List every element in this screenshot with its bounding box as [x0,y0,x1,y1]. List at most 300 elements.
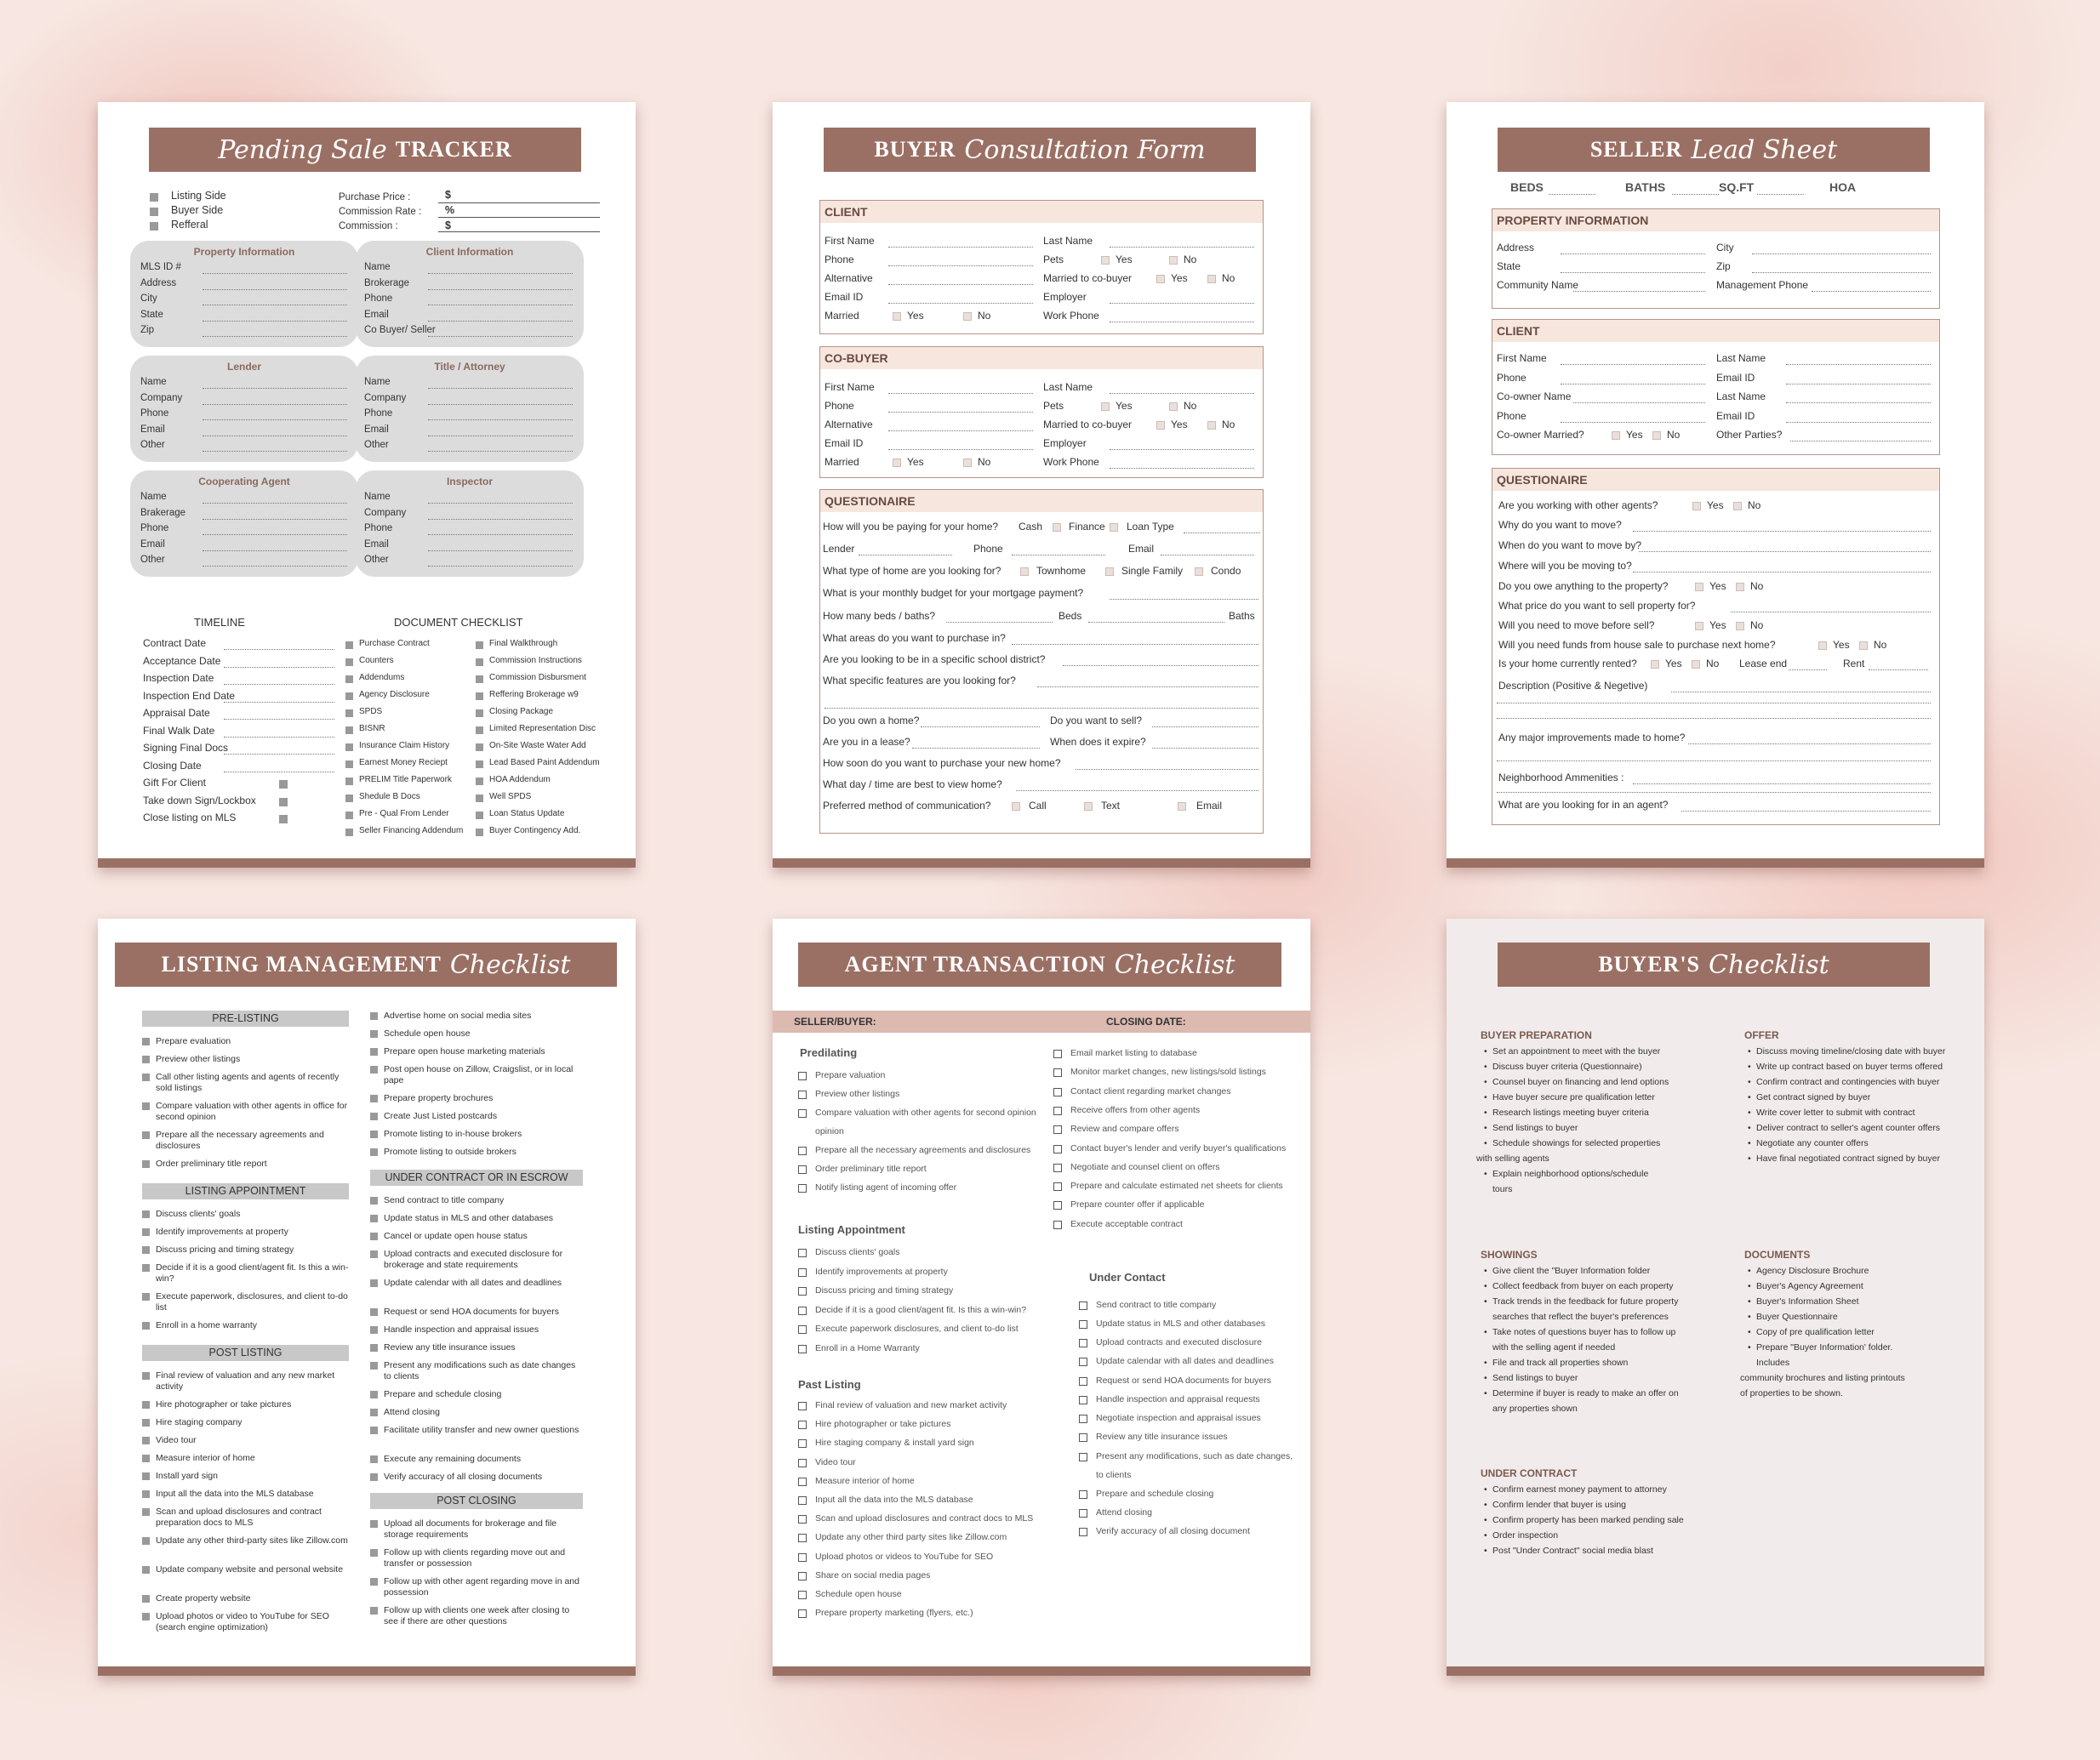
seller-question: Any major improvements made to home? [1498,732,1686,743]
checklist-item: Execute paperwork disclosures, and client to-do list [815,1324,1019,1334]
married-cobuyer-yes-box[interactable] [1156,275,1165,283]
question-label: What day / time are best to view home? [823,778,1002,790]
client-field-line[interactable] [1561,364,1705,365]
cobuyer-section-header: CO-BUYER [820,347,1263,369]
checklist-checkbox[interactable] [1079,1490,1087,1499]
answer-line[interactable] [1152,726,1258,727]
panel-field-line[interactable] [203,519,347,520]
bullet-dot-icon: • [1484,1358,1487,1368]
answer-line[interactable] [1016,790,1258,791]
checklist-checkbox[interactable] [370,1148,378,1156]
panel-field-line[interactable] [428,419,573,420]
buyer-side-checkbox[interactable] [150,208,158,216]
checklist-checkbox[interactable] [142,1490,150,1498]
married-cobuyer-no-box[interactable] [1207,275,1216,283]
checklist-checkbox[interactable] [798,1421,807,1429]
married-no-box[interactable] [963,459,972,467]
checklist-checkbox[interactable] [142,1613,150,1620]
checklist-item: Execute paperwork, disclosures, and client to-do list [156,1291,348,1313]
checklist-checkbox[interactable] [142,1401,150,1409]
panel-field-label: City [140,293,157,304]
answer-line[interactable] [1688,743,1931,744]
checklist-checkbox[interactable] [1053,1182,1062,1191]
checklist-checkbox[interactable] [370,1409,378,1416]
checklist-checkbox[interactable] [798,1268,807,1277]
banner-script: Checklist [1114,949,1235,980]
panel-field-line[interactable] [203,336,347,337]
checklist-checkbox[interactable] [1053,1201,1062,1210]
bullet-dot-icon: • [1484,1388,1487,1398]
field-label: Pets [1043,400,1064,412]
checklist-item: Final review of valuation and new market activity [815,1400,1007,1410]
answer-line[interactable] [1012,644,1258,645]
no-label: No [1222,272,1235,284]
field-label: Married to co-buyer [1043,419,1133,430]
checklist-checkbox[interactable] [142,1437,150,1444]
checklist-checkbox[interactable] [798,1515,807,1524]
doc-checkbox[interactable] [476,777,483,785]
checklist-checkbox[interactable] [370,1455,378,1463]
commission-rate-line[interactable] [438,217,600,218]
checklist-checkbox[interactable] [142,1246,150,1254]
doc-checkbox[interactable] [476,829,483,836]
checklist-checkbox[interactable] [370,1113,378,1120]
checklist-checkbox[interactable] [142,1372,150,1380]
checklist-checkbox[interactable] [1053,1164,1062,1172]
option-checkbox[interactable] [1178,802,1186,811]
doc-checkbox[interactable] [476,709,483,717]
field-label: Phone [825,253,854,265]
doc-checkbox[interactable] [476,760,483,768]
rented-no-box[interactable] [1692,660,1700,669]
checklist-item: Final review of valuation and any new market activity [156,1370,335,1392]
doc-checkbox[interactable] [345,743,353,751]
listing-side-checkbox[interactable] [150,193,158,202]
checklist-checkbox[interactable] [798,1478,807,1486]
checklist-checkbox[interactable] [142,1419,150,1427]
prop-field-line[interactable] [1573,291,1705,292]
checklist-checkbox[interactable] [142,1038,150,1045]
checklist-item: Email market listing to database [1070,1048,1197,1058]
panel-field-line[interactable] [428,519,573,520]
panel-field-line[interactable] [203,534,347,535]
option-checkbox[interactable] [1084,802,1093,811]
bullet-dot-icon: • [1748,1108,1751,1118]
referral-checkbox[interactable] [150,222,158,231]
field-line[interactable] [1110,449,1254,450]
client-field-line[interactable] [1786,422,1931,423]
panel-field-line[interactable] [428,289,573,290]
seller-lead-page [1447,102,1984,868]
purchase-price-line[interactable] [438,202,600,203]
bullet-dot-icon: • [1484,1062,1487,1072]
checklist-checkbox[interactable] [1079,1433,1087,1442]
client-field-line[interactable] [1561,422,1705,423]
client-field-label: Co-owner Name [1497,390,1572,402]
checklist-checkbox[interactable] [370,1279,378,1287]
answer-line[interactable] [825,708,1258,709]
checklist-checkbox[interactable] [1053,1068,1062,1077]
panel-field-label: MLS ID # [140,262,181,272]
checklist-checkbox[interactable] [142,1508,150,1516]
question-label: Do you own a home? [823,715,920,726]
checklist-checkbox[interactable] [1053,1145,1062,1153]
married-cobuyer-no-box[interactable] [1207,421,1216,430]
checklist-checkbox[interactable] [142,1056,150,1063]
panel-field-line[interactable] [203,451,347,452]
checklist-checkbox[interactable] [798,1109,807,1118]
field-line[interactable] [1110,247,1254,248]
doc-checkbox[interactable] [345,726,353,734]
panel-field-line[interactable] [428,388,573,389]
pets-yes-box[interactable] [1101,402,1110,411]
checklist-checkbox[interactable] [142,1472,150,1480]
panel-field-line[interactable] [428,534,573,535]
doc-label: On-Site Waste Water Add [489,741,586,750]
answer-line[interactable] [1497,792,1931,793]
yes-label: Yes [1171,419,1188,430]
doc-checkbox[interactable] [345,812,353,819]
spec-line[interactable] [1549,194,1595,195]
answer-line[interactable] [912,748,1040,749]
checklist-checkbox[interactable] [798,1165,807,1174]
answer-line[interactable] [1633,783,1931,784]
owe-yes-box[interactable] [1695,583,1703,591]
field-line[interactable] [888,303,1033,304]
answer-line[interactable] [1088,622,1224,623]
checklist-checkbox[interactable] [370,1344,378,1352]
move-before-no-box[interactable] [1736,622,1744,630]
panel-field-line[interactable] [203,566,347,567]
checklist-checkbox[interactable] [798,1459,807,1467]
panel-field-line[interactable] [428,550,573,551]
field-line[interactable] [1110,468,1254,469]
rent-line[interactable] [1869,669,1928,670]
appointment-header: LISTING APPOINTMENT [142,1183,349,1199]
field-line[interactable] [888,412,1033,413]
married-cobuyer-yes-box[interactable] [1156,421,1165,430]
checklist-checkbox[interactable] [1079,1509,1087,1518]
doc-checkbox[interactable] [345,795,353,802]
checklist-checkbox[interactable] [1053,1221,1062,1229]
appointment-header: Listing Appointment [798,1223,905,1236]
buyer-consult-banner [824,128,1256,172]
answer-line[interactable] [946,622,1053,623]
checklist-checkbox[interactable] [370,1391,378,1398]
checklist-checkbox[interactable] [142,1228,150,1236]
checklist-checkbox[interactable] [142,1131,150,1139]
checklist-checkbox[interactable] [1053,1050,1062,1058]
panel-field-line[interactable] [203,404,347,405]
panel-field-line[interactable] [203,388,347,389]
listing-mgmt-banner [115,943,617,987]
doc-checkbox[interactable] [476,743,483,751]
question-label: How soon do you want to purchase your new home? [823,757,1061,769]
checklist-checkbox[interactable] [1079,1453,1087,1461]
bullet-dot-icon: • [1748,1077,1751,1087]
commission-line[interactable] [438,231,600,232]
doc-checkbox[interactable] [476,641,483,649]
doc-checkbox[interactable] [476,726,483,734]
checklist-checkbox[interactable] [142,1293,150,1301]
answer-line[interactable] [1110,599,1258,600]
timeline-date-line[interactable] [224,667,334,668]
yes-label: Yes [1171,272,1188,284]
checklist-checkbox[interactable] [142,1074,150,1081]
option-checkbox[interactable] [1105,567,1114,576]
panel-field-label: Other [364,555,389,565]
answer-line[interactable] [1633,531,1931,532]
banner-caps: BUYER [874,137,956,162]
checklist-checkbox[interactable] [1079,1358,1087,1366]
answer-line[interactable] [1681,811,1931,812]
checklist-checkbox[interactable] [1079,1339,1087,1347]
checklist-checkbox[interactable] [798,1147,807,1155]
checklist-checkbox[interactable] [142,1102,150,1110]
doc-checkbox[interactable] [345,641,353,649]
checklist-checkbox[interactable] [1079,1415,1087,1423]
checklist-checkbox[interactable] [370,1427,378,1434]
checklist-checkbox[interactable] [798,1287,807,1296]
checklist-checkbox[interactable] [370,1233,378,1240]
answer-line[interactable] [1497,718,1931,719]
panel-field-line[interactable] [428,273,573,274]
answer-line[interactable] [1037,686,1258,687]
panel-field-line[interactable] [428,404,573,405]
spec-line[interactable] [1672,194,1719,195]
owe-no-box[interactable] [1736,583,1744,591]
client-field-line[interactable] [1786,364,1931,365]
panel-field-line[interactable] [203,419,347,420]
answer-line[interactable] [1639,551,1931,552]
option-checkbox[interactable] [1195,567,1203,576]
client-field-label: Phone [1497,409,1526,422]
seller-question: Will you need to move before sell? [1498,619,1655,631]
checklist-checkbox[interactable] [370,1520,378,1528]
rented-yes-box[interactable] [1651,660,1659,669]
funds-no-box[interactable] [1859,641,1868,650]
field-line[interactable] [1110,303,1254,304]
checklist-checkbox[interactable] [798,1439,807,1448]
seller-buyer-label: SELLER/BUYER: [794,1016,876,1028]
checklist-checkbox[interactable] [370,1607,378,1615]
checklist-checkbox[interactable] [142,1537,150,1545]
checklist-checkbox[interactable] [142,1264,150,1272]
checklist-checkbox[interactable] [1053,1125,1062,1134]
checklist-checkbox[interactable] [798,1249,807,1257]
checklist-checkbox[interactable] [798,1609,807,1618]
answer-line[interactable] [1497,760,1931,761]
checklist-checkbox[interactable] [142,1595,150,1603]
answer-line[interactable] [921,726,1040,727]
bullet-dot-icon: • [1484,1266,1487,1276]
timeline-date-line[interactable] [224,737,334,738]
field-line[interactable] [888,265,1033,266]
prop-field-line[interactable] [1561,253,1705,254]
move-before-yes-box[interactable] [1695,622,1703,630]
checklist-item: Install yard sign [156,1471,218,1481]
panel-field-label: Address [140,277,177,288]
checklist-checkbox[interactable] [142,1160,150,1168]
timeline-date-line[interactable] [224,702,334,703]
answer-line[interactable] [1076,769,1258,770]
checklist-checkbox[interactable] [798,1325,807,1334]
checklist-checkbox[interactable] [142,1566,150,1574]
checklist-bullet: Counsel buyer on financing and lend options [1492,1077,1669,1087]
client-field-line[interactable] [1786,402,1931,403]
panel-field-line[interactable] [428,321,573,322]
panel-field-line[interactable] [428,566,573,567]
bullet-dot-icon: • [1484,1500,1487,1510]
checklist-checkbox[interactable] [798,1496,807,1505]
checklist-checkbox[interactable] [370,1095,378,1102]
checklist-checkbox[interactable] [370,1473,378,1481]
doc-checkbox[interactable] [476,692,483,700]
checklist-checkbox[interactable] [798,1184,807,1193]
doc-checkbox[interactable] [345,829,353,836]
field-label: First Name [825,235,875,247]
doc-checkbox[interactable] [345,675,353,683]
timeline-date-line[interactable] [224,719,334,720]
timeline-checkbox[interactable] [279,815,288,823]
panel-field-line[interactable] [203,503,347,504]
panel-field-line[interactable] [203,289,347,290]
option-checkbox[interactable] [1053,523,1061,532]
checklist-checkbox[interactable] [370,1048,378,1056]
field-label: Email ID [825,291,864,303]
field-line[interactable] [888,393,1033,394]
doc-checkbox[interactable] [345,692,353,700]
panel-field-line[interactable] [428,503,573,504]
checklist-checkbox[interactable] [798,1091,807,1099]
checklist-checkbox[interactable] [798,1553,807,1562]
married-yes-box[interactable] [893,459,901,467]
answer-line[interactable] [1063,665,1258,666]
married-yes-box[interactable] [893,312,901,321]
prop-field-line[interactable] [1812,291,1931,292]
lease-end-line[interactable] [1789,669,1827,670]
client-section-header: CLIENT [820,201,1263,223]
bullet-dot-icon: • [1484,1530,1487,1541]
option-checkbox[interactable] [1020,567,1029,576]
doc-checkbox[interactable] [345,658,353,666]
timeline-checkbox[interactable] [279,798,288,806]
checklist-checkbox[interactable] [142,1210,150,1218]
panel-field-line[interactable] [428,336,573,337]
timeline-date-line[interactable] [224,754,334,755]
timeline-date-line[interactable] [224,684,334,685]
pets-no-box[interactable] [1169,256,1178,265]
checklist-checkbox[interactable] [370,1326,378,1334]
checklist-checkbox[interactable] [798,1072,807,1080]
checklist-checkbox[interactable] [370,1012,378,1020]
option-checkbox[interactable] [1012,802,1020,811]
client-field-line[interactable] [1573,402,1705,403]
doc-checkbox[interactable] [476,795,483,802]
field-line[interactable] [1110,393,1254,394]
option-checkbox[interactable] [1110,523,1118,532]
checklist-item: Prepare all the necessary agreements and disclosures [156,1130,324,1151]
spec-line[interactable] [1757,194,1804,195]
checklist-item: Verify accuracy of all closing documents [384,1472,543,1482]
checklist-checkbox[interactable] [1079,1377,1087,1386]
seller-question: Neighborhood Ammenities : [1498,772,1624,783]
checklist-checkbox[interactable] [370,1308,378,1316]
co-owner-yes-box[interactable] [1612,431,1620,440]
checklist-checkbox[interactable] [370,1197,378,1205]
checklist-item: Update any other third party sites like Zillow.com [815,1532,1007,1543]
field-line[interactable] [888,247,1033,248]
seller-question: Will you need funds from house sale to purchase next home? [1498,639,1776,651]
field-line[interactable] [888,449,1033,450]
checklist-checkbox[interactable] [798,1307,807,1315]
checklist-checkbox[interactable] [370,1131,378,1138]
doc-checkbox[interactable] [476,675,483,683]
checklist-checkbox[interactable] [1079,1301,1087,1310]
checklist-checkbox[interactable] [798,1402,807,1410]
checklist-checkbox[interactable] [370,1066,378,1074]
checklist-checkbox[interactable] [370,1215,378,1222]
checklist-checkbox[interactable] [798,1534,807,1542]
field-line[interactable] [888,430,1033,431]
prop-field-line[interactable] [1752,272,1931,273]
panel-field-line[interactable] [203,550,347,551]
panel-field-line[interactable] [203,321,347,322]
checklist-checkbox[interactable] [1079,1396,1087,1404]
checklist-checkbox[interactable] [370,1030,378,1038]
checklist-checkbox[interactable] [798,1591,807,1599]
checklist-bullet: Take notes of questions buyer has to follow up [1492,1327,1676,1337]
checklist-checkbox[interactable] [798,1345,807,1353]
timeline-checkbox[interactable] [279,780,288,789]
timeline-date-line[interactable] [224,649,334,650]
prop-field-line[interactable] [1561,272,1705,273]
checklist-checkbox[interactable] [798,1572,807,1581]
checklist-checkbox[interactable] [1079,1528,1087,1536]
checklist-checkbox[interactable] [1053,1088,1062,1096]
doc-checkbox[interactable] [476,658,483,666]
field-line[interactable] [888,284,1033,285]
funds-yes-box[interactable] [1818,641,1827,650]
panel-field-line[interactable] [428,451,573,452]
checklist-checkbox[interactable] [370,1578,378,1586]
doc-checkbox[interactable] [476,812,483,819]
pets-no-box[interactable] [1169,402,1178,411]
checklist-checkbox[interactable] [1053,1107,1062,1115]
prop-field-line[interactable] [1752,253,1931,254]
co-owner-no-box[interactable] [1652,431,1661,440]
checklist-checkbox[interactable] [1079,1320,1087,1329]
doc-label: Agency Disclosure [359,690,430,699]
married-no-box[interactable] [963,312,972,321]
pets-yes-box[interactable] [1101,256,1110,265]
answer-line[interactable] [1152,748,1258,749]
checklist-checkbox[interactable] [142,1455,150,1462]
checklist-bullet: tours [1492,1184,1513,1194]
doc-checkbox[interactable] [345,760,353,768]
checklist-checkbox[interactable] [142,1322,150,1330]
other-agents-no-box[interactable] [1733,502,1742,510]
lender-label: Lender [823,543,855,555]
question-label: Are you looking to be in a specific school district? [823,653,1046,665]
doc-checkbox[interactable] [345,777,353,785]
checklist-checkbox[interactable] [370,1362,378,1370]
checklist-checkbox[interactable] [370,1250,378,1258]
doc-checkbox[interactable] [345,709,353,717]
panel-field-line[interactable] [203,273,347,274]
checklist-checkbox[interactable] [370,1549,378,1557]
other-agents-yes-box[interactable] [1692,502,1701,510]
